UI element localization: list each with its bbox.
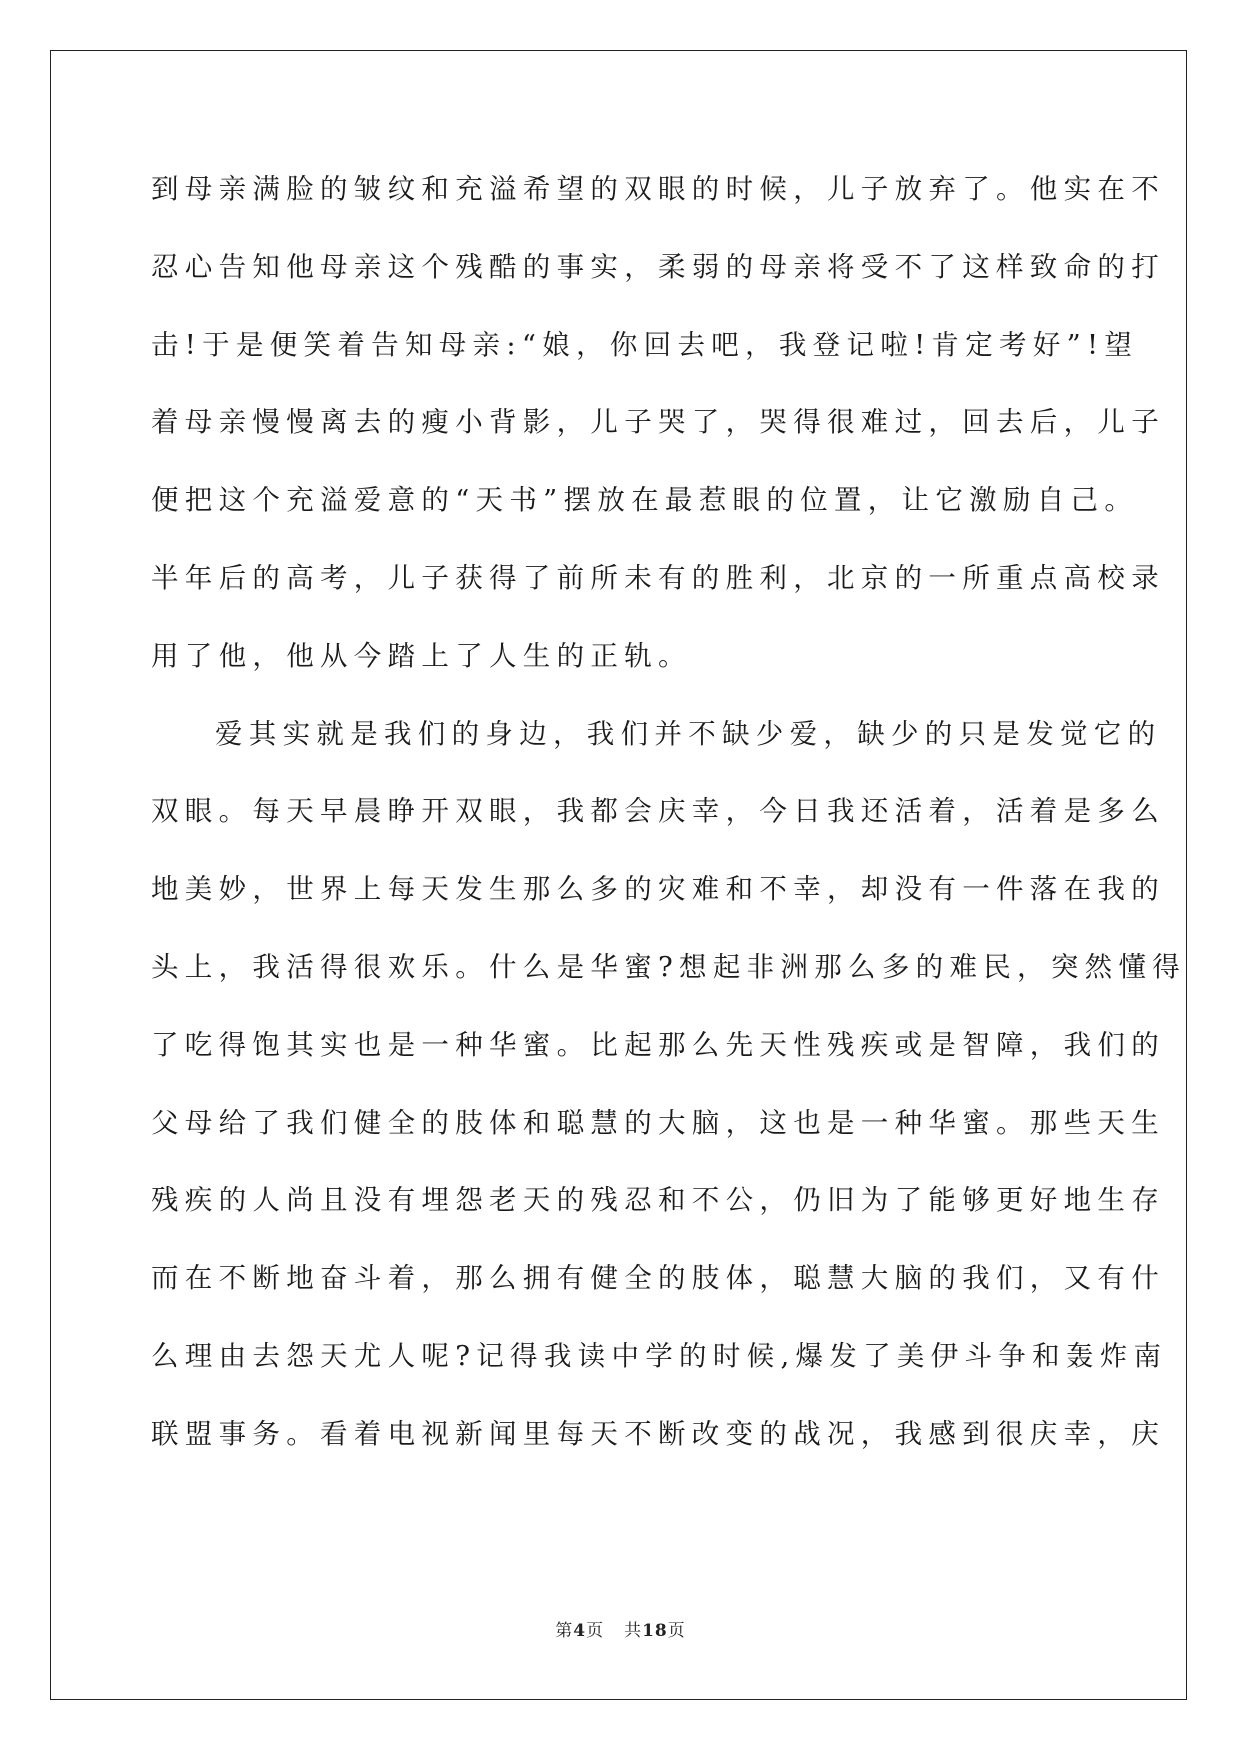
text-line: 用了他，他从今踏上了人生的正轨。 <box>151 639 692 672</box>
total-prefix: 共 <box>624 1621 643 1641</box>
text-line: 残疾的人尚且没有埋怨老天的残忍和不公，仍旧为了能够更好地生存 <box>151 1184 1165 1217</box>
text-line: 到母亲满脸的皱纹和充溢希望的双眼的时候，儿子放弃了。他实在不 <box>151 173 1165 205</box>
text-line: 地美妙，世界上每天发生那么多的灾难和不幸，却没有一件落在我的 <box>151 873 1165 906</box>
page-footer <box>0 1616 1241 1641</box>
text-line: 着母亲慢慢离去的瘦小背影，儿子哭了，哭得很难过，回去后，儿子 <box>151 406 1165 439</box>
text-line: 忍心告知他母亲这个残酷的事实，柔弱的母亲将受不了这样致命的打 <box>151 250 1165 283</box>
page-number: 4 <box>573 1621 587 1641</box>
text-line: 而在不断地奋斗着，那么拥有健全的肢体，聪慧大脑的我们，又有什 <box>151 1262 1165 1295</box>
text-line: 联盟事务。看着电视新闻里每天不断改变的战况，我感到很庆幸，庆 <box>151 1417 1165 1450</box>
text-line: 半年后的高考，儿子获得了前所未有的胜利，北京的一所重点高校录 <box>151 561 1165 594</box>
total-suffix: 页 <box>667 1621 686 1641</box>
text-line: 么理由去怨天尤人呢?记得我读中学的时候,爆发了美伊斗争和轰炸南 <box>151 1339 1168 1372</box>
page-suffix: 页 <box>586 1621 605 1641</box>
paragraph-start-line: 爱其实就是我们的身边，我们并不缺少爱，缺少的只是发觉它的 <box>215 717 1162 750</box>
page-prefix: 第 <box>555 1621 574 1641</box>
text-line: 了吃得饱其实也是一种华蜜。比起那么先天性残疾或是智障，我们的 <box>151 1028 1165 1061</box>
text-line: 双眼。每天早晨睁开双眼，我都会庆幸，今日我还活着，活着是多么 <box>151 795 1165 828</box>
text-line: 父母给了我们健全的肢体和聪慧的大脑，这也是一种华蜜。那些天生 <box>151 1106 1165 1139</box>
text-line: 便把这个充溢爱意的“天书”摆放在最惹眼的位置，让它激励自己。 <box>151 484 1139 517</box>
body-text <box>151 162 1187 1485</box>
text-line: 击!于是便笑着告知母亲:“娘，你回去吧，我登记啦!肯定考好”!望 <box>151 328 1139 361</box>
total-pages: 18 <box>642 1621 668 1641</box>
text-line: 头上，我活得很欢乐。什么是华蜜?想起非洲那么多的难民，突然懂得 <box>151 950 1187 983</box>
